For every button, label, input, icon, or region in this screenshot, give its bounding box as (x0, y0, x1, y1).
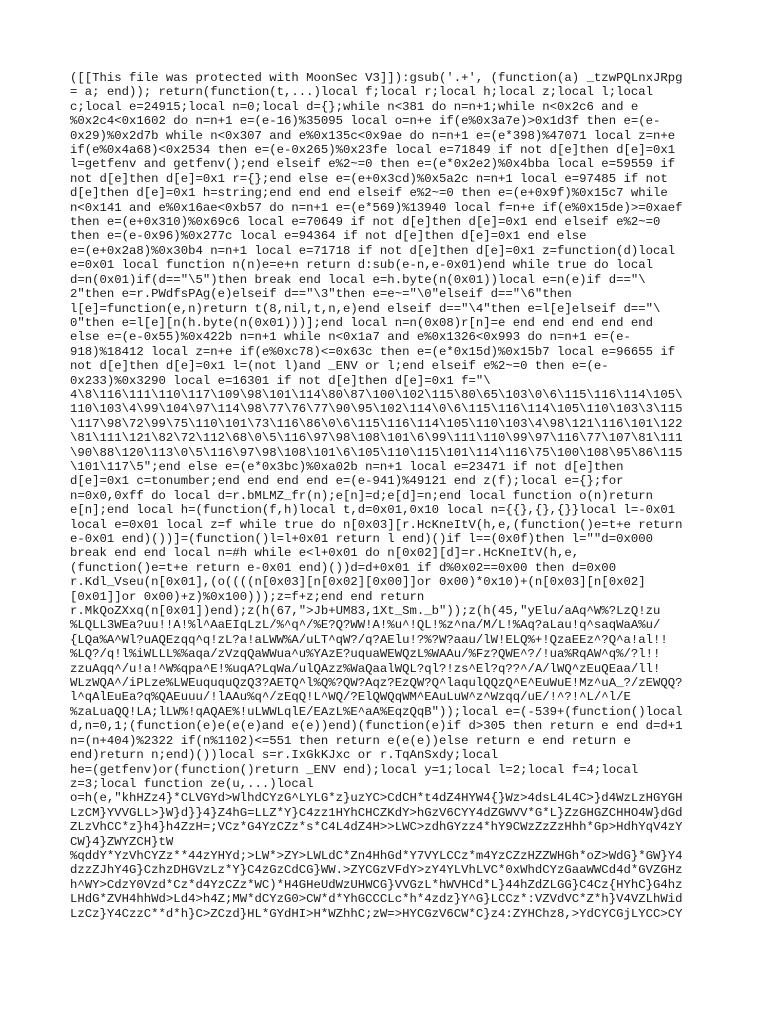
code-line: LHdG*ZVH4hhWd>Ld4>h4Z;MW*dCYzG0>CW*d*YhGCCCLc*h*4zdz}Y^G}LCCz*:VZVdVC*Z*h}V4VZLhWid (70, 892, 683, 907)
code-line: LzCM}YVVGLL>}W}d}}4}Z4hG=LLZ*Y}C4zz1HYhCHCZKdY>hGzV6CYY4dZGWVV*G*L}ZzGHGZCHHO4W}dGd (70, 805, 683, 820)
code-line: (function()e=t+e return e-0x01 end)())d=d+0x01 if d%0x02==0x00 then d=0x00 (70, 560, 617, 575)
code-line: 110\103\4\99\104\97\114\98\77\76\77\90\95\102\114\0\6\115\116\114\105\110\103\3\115 (70, 402, 683, 417)
code-line: if(e%0x4a68)<0x2534 then e=(e-0x265)%0x23fe local e=71849 if not d[e]then d[e]=0x1 (70, 143, 676, 158)
code-line: CW}4}ZWYZCH}tW (70, 834, 174, 849)
code-line: LzCz}Y4CzzC**d*h}C>ZCzd}HL*GYdHI>H*WZhhC;zW=>HYCGzV6CW*C}z4:ZYHChz8,>YdCYCGjLYCC>CY (70, 906, 683, 921)
code-line: l=getfenv and getfenv();end elseif e%2~=0 then e=(e*0x2e2)%0x4bba local e=59559 if (70, 157, 676, 172)
code-line: then e=(e+0x310)%0x69c6 local e=70649 if not d[e]then d[e]=0x1 end elseif e%2~=0 (70, 215, 661, 230)
code-line: l[e]=function(e,n)return t(8,nil,t,n,e)end elseif d=="\4"then e=l[e]elseif d=="\ (70, 301, 661, 316)
code-line: not d[e]then d[e]=0x1 l=(not l)and _ENV or l;end elseif e%2~=0 then e=(e- (70, 359, 609, 374)
code-line: h^WY>CdzY0Vzd*Cz*d4YzCZz*WC)*H4GHeUdWzUHWCG}VVGzL*hWVHCd*L}44hZdZLGG}C4Cz{HYhC}G4hz (70, 877, 683, 892)
code-line: local e=0x01 local z=f while true do n[0x03][r.HcKneItV(h,e,(function()e=t+e return (70, 517, 683, 532)
code-line: d[e]=0x1 c=tonumber;end end end end e=(e-941)%49121 end z(f);local e={};for (70, 474, 624, 489)
code-line: %LQLL3WEa?uu!!A!%l^AaEIqLzL/%^q^/%E?Q?WW!A!%u^!QL!%z^na/M/L!%Aq?aLau!q^saqWaA%u/ (70, 618, 661, 633)
obfuscated-lua-code (70, 71, 710, 921)
code-line: else e=(e-0x55)%0x422b n=n+1 while n<0x1a7 and e%0x1326<0x993 do n=n+1 e=(e- (70, 330, 631, 345)
code-line: then e=(e-0x96)%0x277c local e=94364 if not d[e]then d[e]=0x1 end else (70, 229, 587, 244)
code-line: 0x29)%0x2d7b while n<0x307 and e%0x135c<0x9ae do n=n+1 e=(e*398)%47071 local z=n+e (70, 128, 676, 143)
code-line: n<0x141 and e%0x16ae<0xb57 do n=n+1 e=(e*569)%13940 local f=n+e if(e%0x15de)>=0xaef (70, 200, 683, 215)
code-line: d,n=0,1;(function(e)e(e(e)and e(e))end)(function(e)if d>305 then return e end d=d+1 (70, 719, 683, 734)
code-line: 2"then e=r.PWdfsPAg(e)elseif d=="\3"then e=e~="\0"elseif d=="\6"then (70, 287, 572, 302)
code-line: break end end local n=#h while e<l+0x01 do n[0x02][d]=r.HcKneItV(h,e, (70, 546, 580, 561)
code-line: {LQa%A^Wl?uAQEzqq^q!zL?a!aLWW%A/uLT^qW?/q?AElu!?%?W?aau/lW!ELQ%+!QzaEEz^?Q^a!al!! (70, 632, 668, 647)
code-line: dzzZJhY4G}CzhzDHGVzLz*Y}C4zGzCdCG}WW.>ZYCGzVFdY>zY4YLVhLVC*0xWhdCYzGaaWWCd4d*GVZGHz (70, 863, 683, 878)
code-line: d=n(0x01)if(d=="\5")then break end local e=h.byte(n(0x01))local e=n(e)if d=="\ (70, 272, 646, 287)
code-line: n=(n+404)%2322 if(n%1102)<=551 then return e(e(e))else return e end return e (70, 733, 631, 748)
code-line: end)return n;end)())local s=r.IxGkKJxc or r.TqAnSxdy;local (70, 748, 499, 763)
code-line: %qddY*YzVhCYZz**44zYHYd;>LW*>ZY>LWLdC*Zn4HhGd*Y7VYLCCz*m4YzCZzHZZWHGh*oZ>WdG}*GW}Y4 (70, 848, 683, 863)
code-line: ZLzVhCC*z}h4}h4ZzH=;VCz*G4YzCZz*s*C4L4dZ4H>>LWC>zdhGYzz4*hY9CWzZzZzHhh*Gp>HdhYqV4zY (70, 820, 683, 835)
code-line: zzuAqq^/u!a!^W%qpa^E!%uqA?LqWa/ulQAzz%WaQaalWQL?ql?!zs^El?q??^/A/lWQ^zEuQEaa/ll! (70, 661, 661, 676)
code-line: r.Kdl_Vseu(n[0x01],(o((((n[0x03][n[0x02][0x00]]or 0x00)*0x10)+(n[0x03][n[0x02] (70, 575, 646, 590)
code-line: 0x233)%0x3290 local e=16301 if not d[e]then d[e]=0x1 f="\ (70, 373, 491, 388)
code-line: ([[This file was protected with MoonSec V3]]):gsub('.+', (function(a) _tzwPQLnxJRpg (70, 71, 683, 85)
code-line: 0"then e=l[e][n(h.byte(n(0x01)))];end local n=n(0x08)r[n]=e end end end end end (70, 315, 653, 330)
code-line: [0x01]]or 0x00)+z)%0x100)));z=f+z;end end return (70, 589, 425, 604)
code-line: %0x2c4<0x1602 do n=n+1 e=(e-16)%35095 local o=n+e if(e%0x3a7e)>0x1d3f then e=(e- (70, 114, 661, 129)
code-line: not d[e]then d[e]=0x1 r={};end else e=(e+0x3cd)%0x5a2c n=n+1 local e=97485 if not (70, 171, 668, 186)
code-line: \81\111\121\82\72\112\68\0\5\116\97\98\108\101\6\99\111\110\99\97\116\77\107\81\111 (70, 431, 683, 446)
code-line: d[e]then d[e]=0x1 h=string;end end end elseif e%2~=0 then e=(e+0x9f)%0x15c7 while (70, 186, 668, 201)
code-line: n=0x0,0xff do local d=r.bMLMZ_fr(n);e[n]=d;e[d]=n;end local function o(n)return (70, 488, 653, 503)
code-line: WLzWQA^/iPLze%LWEuququQzQ3?AETQ^l%Q%?QW?Aqz?EzQW?Q^laqulQQzQ^E^EuWuE!Mz^uA_?/zEWQQ? (70, 676, 683, 691)
code-line: c;local e=24915;local n=0;local d={};while n<381 do n=n+1;while n<0x2c6 and e (70, 99, 639, 114)
code-line: \101\117\5";end else e=(e*0x3bc)%0xa02b n=n+1 local e=23471 if not d[e]then (70, 459, 624, 474)
code-line: e=(e+0x2a8)%0x30b4 n=n+1 local e=71718 if not d[e]then d[e]=0x1 z=function(d)local (70, 243, 676, 258)
code-line: o=h(e,"khHZz4}*CLVGYd>WlhdCYzG^LYLG*z}uzYC>CdCH*t4dZ4HYW4{}Wz>4dsL4L4C>}d4WzLzHGYGH (70, 791, 683, 806)
code-line: e-0x01 end)())]=(function()l=l+0x01 return l end)()if l==(0x0f)then l=""d=0x000 (70, 532, 653, 546)
code-line: 4\8\116\111\110\117\109\98\101\114\80\87\100\102\115\80\65\103\0\6\115\116\114\105\ (70, 387, 683, 402)
code-line: 918)%18412 local z=n+e if(e%0xc78)<=0x63c then e=(e*0x15d)%0x15b7 local e=96655 if (70, 344, 676, 359)
code-line: \90\88\120\113\0\5\116\97\98\108\101\6\105\110\115\101\114\116\75\100\108\95\86\115 (70, 445, 683, 460)
code-line: l^qAlEuEa?q%QAEuuu/!lAAu%q^/zEqQ!L^WQ/?ElQWQqWM^EAuLuW^z^Wzqq/uE/!^?!^L/^l/E (70, 690, 631, 705)
code-line: e=0x01 local function n(n)e=e+n return d:sub(e-n,e-0x01)end while true do local (70, 258, 653, 273)
code-line: e[n];end local h=(function(f,h)local t,d=0x01,0x10 local n={{},{},{}}local l=-0x01 (70, 503, 676, 518)
code-line: z=3;local function ze(u,...)local (70, 776, 314, 791)
code-line: = a; end)); return(function(t,...)local f;local r;local h;local z;local l;local (70, 85, 653, 100)
code-line: %LQ?/q!l%iWLLL%%aqa/zVzqQaWWua^u%YAzE?uquaWEWQzL%WAAu/%Fz?QWE^?/!ua%RqAW^q%/?l!! (70, 647, 661, 662)
code-line: r.MkQoZXxq(n[0x01])end);z(h(67,">Jb+UM83,1Xt_Sm._b"));z(h(45,"yElu/aAq^W%?LzQ!zu (70, 604, 661, 619)
code-line: \117\98\72\99\75\110\101\73\116\86\0\6\115\116\114\105\110\103\4\98\121\116\101\122 (70, 416, 683, 431)
code-line: he=(getfenv)or(function()return _ENV end);local y=1;local l=2;local f=4;local (70, 762, 639, 777)
code-line: %zaLuaQQ!LA;lLW%!qAQAE%!uLWWLqlE/EAzL%E^aA%EqzQqB"));local e=(-539+(function()local (70, 704, 683, 719)
